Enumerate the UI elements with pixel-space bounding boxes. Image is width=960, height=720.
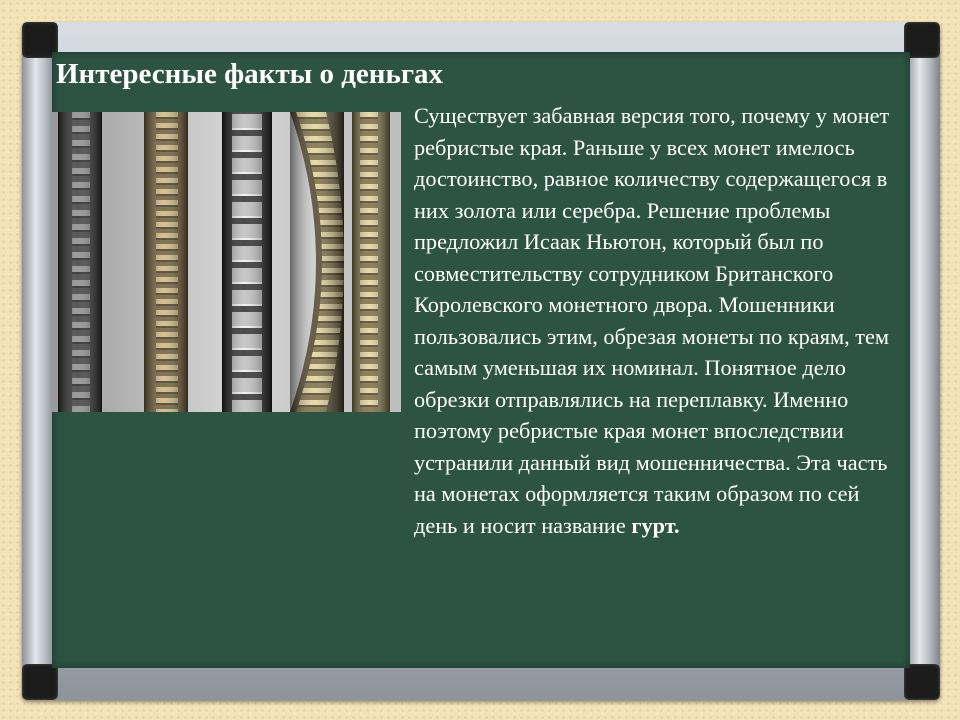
frame-corner-bottom-left [22,664,58,700]
term-gurt: гурт. [631,512,680,538]
coin-edges-photo [52,112,401,412]
frame-left-rail [22,52,56,670]
coin-edges-illustration [52,112,401,412]
chalkboard [52,52,910,668]
frame-right-rail [906,52,940,670]
body-text: Существует забавная версия того, почему у монет ребристые края. Раньше у всех монет имелось достоинство, равное количеству содержащегося в них золота или серебра. Решение проблемы предложил Исаак Ньютон, который был по совместительству сотрудником Британского Королевского монетного двора. Мошенники пользовались этим, обрезая монеты по краям, тем самым уменьшая их номинал. Понятное дело обрезки отправлялись на переплавку. Именно поэтому ребристые края монет впоследствии устранили данный вид мошенничества. Эта часть на монетах оформляется таким образом по сей день и носит название [414,103,890,538]
slide-title: Интересные факты о деньгах [56,58,443,90]
body-paragraph [414,100,900,541]
frame-corner-bottom-right [904,664,940,700]
